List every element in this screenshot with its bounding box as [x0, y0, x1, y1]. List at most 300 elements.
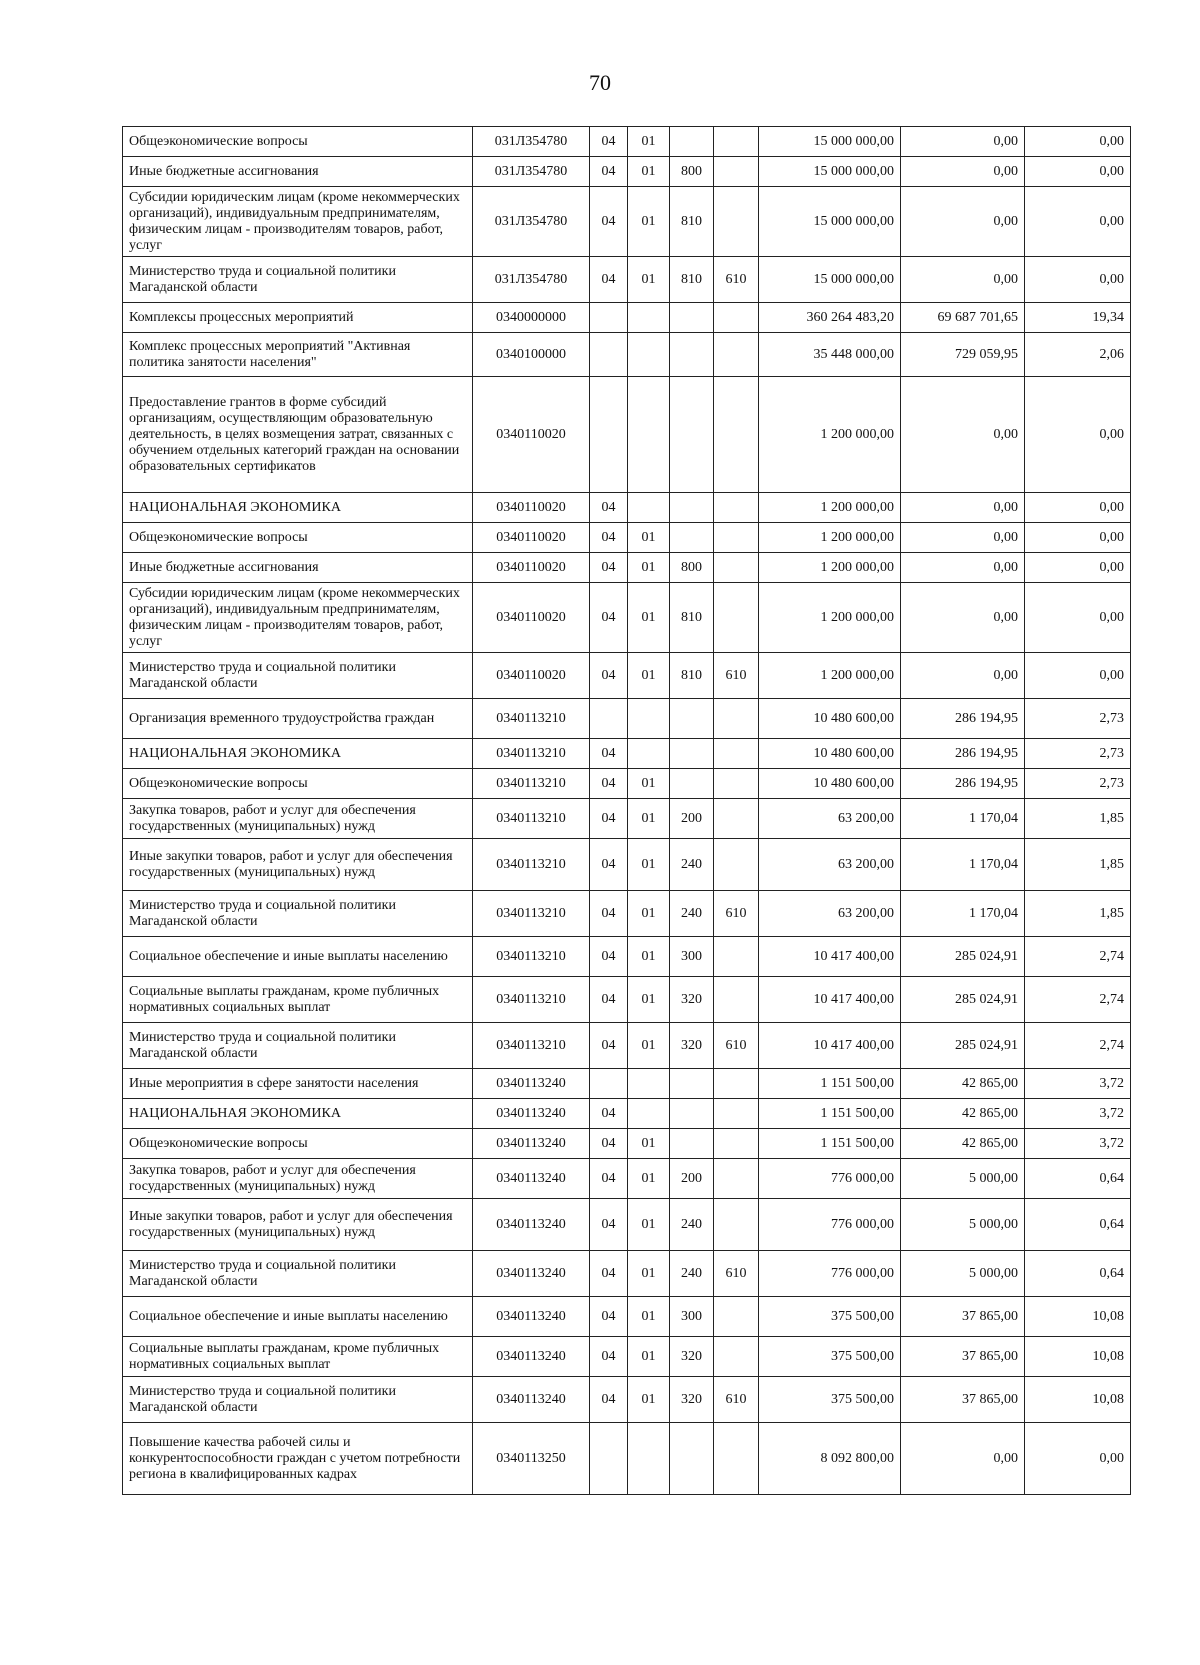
row-section: 04 — [590, 1023, 628, 1069]
row-expense-type: 200 — [670, 1159, 714, 1199]
row-executed-amount: 0,00 — [901, 377, 1025, 493]
row-execution-percent: 10,08 — [1025, 1297, 1131, 1337]
row-name: Общеэкономические вопросы — [123, 1129, 473, 1159]
row-section: 04 — [590, 127, 628, 157]
row-expense-type — [670, 1423, 714, 1495]
row-code: 0340113240 — [473, 1199, 590, 1251]
table-row — [123, 377, 1131, 493]
table-row — [123, 1069, 1131, 1099]
table-row — [123, 1337, 1131, 1377]
row-approved-amount: 1 200 000,00 — [759, 493, 901, 523]
row-approved-amount: 375 500,00 — [759, 1297, 901, 1337]
row-code: 0340113240 — [473, 1297, 590, 1337]
table-row — [123, 799, 1131, 839]
row-code: 0340113240 — [473, 1129, 590, 1159]
row-approved-amount: 1 151 500,00 — [759, 1069, 901, 1099]
row-execution-percent: 0,00 — [1025, 523, 1131, 553]
table-row — [123, 187, 1131, 257]
row-name: Организация временного трудоустройства граждан — [123, 699, 473, 739]
table-row — [123, 699, 1131, 739]
row-subsection — [628, 377, 670, 493]
row-approved-amount: 776 000,00 — [759, 1251, 901, 1297]
row-expense-type: 240 — [670, 891, 714, 937]
table-row — [123, 977, 1131, 1023]
row-approved-amount: 63 200,00 — [759, 839, 901, 891]
row-subsection: 01 — [628, 1023, 670, 1069]
row-subsection — [628, 1423, 670, 1495]
row-execution-percent: 0,00 — [1025, 257, 1131, 303]
row-name: Общеэкономические вопросы — [123, 127, 473, 157]
row-expense-type — [670, 127, 714, 157]
row-admin-code — [714, 1199, 759, 1251]
row-admin-code: 610 — [714, 1251, 759, 1297]
row-admin-code — [714, 1423, 759, 1495]
row-expense-type: 240 — [670, 839, 714, 891]
row-subsection: 01 — [628, 187, 670, 257]
row-expense-type: 300 — [670, 1297, 714, 1337]
row-expense-type: 240 — [670, 1251, 714, 1297]
row-section: 04 — [590, 157, 628, 187]
row-admin-code — [714, 977, 759, 1023]
row-subsection — [628, 1069, 670, 1099]
row-code: 031Л354780 — [473, 257, 590, 303]
row-executed-amount: 0,00 — [901, 157, 1025, 187]
row-admin-code — [714, 839, 759, 891]
row-admin-code — [714, 187, 759, 257]
row-admin-code: 610 — [714, 1023, 759, 1069]
row-name: Министерство труда и социальной политики Магаданской области — [123, 891, 473, 937]
row-executed-amount: 5 000,00 — [901, 1159, 1025, 1199]
row-admin-code — [714, 523, 759, 553]
row-name: Министерство труда и социальной политики Магаданской области — [123, 1023, 473, 1069]
row-name: Иные бюджетные ассигнования — [123, 157, 473, 187]
row-approved-amount: 15 000 000,00 — [759, 257, 901, 303]
row-admin-code — [714, 799, 759, 839]
row-executed-amount: 37 865,00 — [901, 1337, 1025, 1377]
row-section: 04 — [590, 653, 628, 699]
row-section — [590, 1423, 628, 1495]
row-expense-type: 800 — [670, 157, 714, 187]
row-code: 0340110020 — [473, 377, 590, 493]
row-code: 0340000000 — [473, 303, 590, 333]
row-code: 0340113210 — [473, 839, 590, 891]
table-row — [123, 333, 1131, 377]
row-code: 031Л354780 — [473, 127, 590, 157]
row-expense-type — [670, 333, 714, 377]
row-admin-code — [714, 699, 759, 739]
row-admin-code — [714, 1069, 759, 1099]
row-subsection — [628, 1099, 670, 1129]
row-subsection: 01 — [628, 157, 670, 187]
row-execution-percent: 0,64 — [1025, 1251, 1131, 1297]
row-expense-type: 810 — [670, 257, 714, 303]
row-name: НАЦИОНАЛЬНАЯ ЭКОНОМИКА — [123, 493, 473, 523]
row-section: 04 — [590, 1377, 628, 1423]
row-executed-amount: 286 194,95 — [901, 769, 1025, 799]
row-name: Предоставление грантов в форме субсидий организациям, осуществляющим образовательную деятельность, в целях возмещения затрат, связанных с обучением отдельных категорий граждан на основании образовательных сертификатов — [123, 377, 473, 493]
row-executed-amount: 1 170,04 — [901, 891, 1025, 937]
row-approved-amount: 35 448 000,00 — [759, 333, 901, 377]
table-row — [123, 523, 1131, 553]
row-name: Министерство труда и социальной политики Магаданской области — [123, 1377, 473, 1423]
row-code: 0340113210 — [473, 799, 590, 839]
row-executed-amount: 1 170,04 — [901, 799, 1025, 839]
page-number: 70 — [589, 70, 611, 95]
row-expense-type: 320 — [670, 1337, 714, 1377]
table-row — [123, 739, 1131, 769]
table-row — [123, 1159, 1131, 1199]
row-section: 04 — [590, 891, 628, 937]
row-approved-amount: 375 500,00 — [759, 1337, 901, 1377]
row-execution-percent: 0,64 — [1025, 1159, 1131, 1199]
row-name: Министерство труда и социальной политики Магаданской области — [123, 653, 473, 699]
row-execution-percent: 1,85 — [1025, 799, 1131, 839]
table-row — [123, 303, 1131, 333]
row-executed-amount: 42 865,00 — [901, 1069, 1025, 1099]
table-row — [123, 553, 1131, 583]
row-executed-amount: 0,00 — [901, 583, 1025, 653]
row-admin-code — [714, 583, 759, 653]
row-name: Министерство труда и социальной политики Магаданской области — [123, 257, 473, 303]
row-execution-percent: 3,72 — [1025, 1129, 1131, 1159]
row-approved-amount: 1 151 500,00 — [759, 1099, 901, 1129]
row-code: 0340110020 — [473, 493, 590, 523]
row-code: 0340113240 — [473, 1377, 590, 1423]
row-approved-amount: 10 480 600,00 — [759, 769, 901, 799]
table-row — [123, 1251, 1131, 1297]
row-executed-amount: 0,00 — [901, 493, 1025, 523]
row-code: 0340113240 — [473, 1159, 590, 1199]
row-approved-amount: 15 000 000,00 — [759, 157, 901, 187]
row-code: 0340113210 — [473, 1023, 590, 1069]
row-admin-code — [714, 333, 759, 377]
row-execution-percent: 2,73 — [1025, 769, 1131, 799]
row-admin-code — [714, 1337, 759, 1377]
row-expense-type: 320 — [670, 1377, 714, 1423]
row-approved-amount: 10 480 600,00 — [759, 739, 901, 769]
table-row — [123, 839, 1131, 891]
row-expense-type — [670, 769, 714, 799]
row-execution-percent: 2,06 — [1025, 333, 1131, 377]
row-approved-amount: 10 417 400,00 — [759, 937, 901, 977]
row-name: Субсидии юридическим лицам (кроме некоммерческих организаций), индивидуальным предпринимателям, физическим лицам - производителям товаров, работ, услуг — [123, 583, 473, 653]
row-execution-percent: 0,00 — [1025, 127, 1131, 157]
row-code: 031Л354780 — [473, 187, 590, 257]
row-execution-percent: 3,72 — [1025, 1099, 1131, 1129]
row-name: Иные мероприятия в сфере занятости населения — [123, 1069, 473, 1099]
row-code: 0340110020 — [473, 523, 590, 553]
row-section: 04 — [590, 799, 628, 839]
row-name: НАЦИОНАЛЬНАЯ ЭКОНОМИКА — [123, 739, 473, 769]
row-approved-amount: 63 200,00 — [759, 891, 901, 937]
table-row — [123, 1023, 1131, 1069]
row-code: 0340110020 — [473, 583, 590, 653]
row-name: Иные бюджетные ассигнования — [123, 553, 473, 583]
row-execution-percent: 10,08 — [1025, 1377, 1131, 1423]
table-row — [123, 1129, 1131, 1159]
row-subsection — [628, 493, 670, 523]
row-subsection: 01 — [628, 1377, 670, 1423]
row-executed-amount: 1 170,04 — [901, 839, 1025, 891]
row-section — [590, 1069, 628, 1099]
table-row — [123, 157, 1131, 187]
row-execution-percent: 0,00 — [1025, 493, 1131, 523]
row-section: 04 — [590, 583, 628, 653]
row-subsection: 01 — [628, 799, 670, 839]
row-executed-amount: 37 865,00 — [901, 1377, 1025, 1423]
row-subsection: 01 — [628, 891, 670, 937]
row-section: 04 — [590, 937, 628, 977]
row-execution-percent: 0,00 — [1025, 553, 1131, 583]
row-admin-code: 610 — [714, 257, 759, 303]
table-row — [123, 891, 1131, 937]
row-name: Закупка товаров, работ и услуг для обеспечения государственных (муниципальных) нужд — [123, 799, 473, 839]
row-executed-amount: 69 687 701,65 — [901, 303, 1025, 333]
row-executed-amount: 0,00 — [901, 1423, 1025, 1495]
budget-table-body — [123, 127, 1131, 1495]
row-subsection: 01 — [628, 1199, 670, 1251]
row-code: 0340113210 — [473, 699, 590, 739]
row-name: Социальные выплаты гражданам, кроме публичных нормативных социальных выплат — [123, 977, 473, 1023]
row-execution-percent: 2,74 — [1025, 977, 1131, 1023]
row-approved-amount: 360 264 483,20 — [759, 303, 901, 333]
row-executed-amount: 0,00 — [901, 187, 1025, 257]
row-expense-type: 320 — [670, 977, 714, 1023]
table-row — [123, 1423, 1131, 1495]
row-subsection: 01 — [628, 1159, 670, 1199]
row-section: 04 — [590, 523, 628, 553]
row-code: 0340113250 — [473, 1423, 590, 1495]
row-admin-code — [714, 739, 759, 769]
row-subsection: 01 — [628, 653, 670, 699]
row-code: 0340113210 — [473, 769, 590, 799]
row-subsection — [628, 333, 670, 377]
row-execution-percent: 0,00 — [1025, 653, 1131, 699]
row-subsection: 01 — [628, 1251, 670, 1297]
row-approved-amount: 1 151 500,00 — [759, 1129, 901, 1159]
row-expense-type: 200 — [670, 799, 714, 839]
row-executed-amount: 285 024,91 — [901, 977, 1025, 1023]
row-name: Субсидии юридическим лицам (кроме некоммерческих организаций), индивидуальным предпринимателям, физическим лицам - производителям товаров, работ, услуг — [123, 187, 473, 257]
row-approved-amount: 1 200 000,00 — [759, 523, 901, 553]
row-executed-amount: 285 024,91 — [901, 1023, 1025, 1069]
row-executed-amount: 37 865,00 — [901, 1297, 1025, 1337]
row-admin-code: 610 — [714, 653, 759, 699]
row-approved-amount: 776 000,00 — [759, 1199, 901, 1251]
row-execution-percent: 1,85 — [1025, 839, 1131, 891]
row-subsection: 01 — [628, 257, 670, 303]
row-code: 0340113240 — [473, 1251, 590, 1297]
row-executed-amount: 42 865,00 — [901, 1099, 1025, 1129]
row-executed-amount: 0,00 — [901, 257, 1025, 303]
table-row — [123, 127, 1131, 157]
row-approved-amount: 1 200 000,00 — [759, 377, 901, 493]
row-expense-type — [670, 699, 714, 739]
row-executed-amount: 286 194,95 — [901, 699, 1025, 739]
row-execution-percent: 0,00 — [1025, 187, 1131, 257]
row-subsection: 01 — [628, 523, 670, 553]
row-execution-percent: 2,74 — [1025, 937, 1131, 977]
row-section: 04 — [590, 493, 628, 523]
row-approved-amount: 15 000 000,00 — [759, 187, 901, 257]
row-code: 0340113240 — [473, 1069, 590, 1099]
row-executed-amount: 286 194,95 — [901, 739, 1025, 769]
row-expense-type: 810 — [670, 583, 714, 653]
row-name: Комплекс процессных мероприятий "Активная политика занятости населения" — [123, 333, 473, 377]
row-approved-amount: 10 417 400,00 — [759, 977, 901, 1023]
row-section: 04 — [590, 839, 628, 891]
row-executed-amount: 5 000,00 — [901, 1199, 1025, 1251]
row-execution-percent: 0,00 — [1025, 377, 1131, 493]
row-executed-amount: 0,00 — [901, 127, 1025, 157]
row-expense-type — [670, 1069, 714, 1099]
row-executed-amount: 0,00 — [901, 653, 1025, 699]
row-approved-amount: 10 417 400,00 — [759, 1023, 901, 1069]
row-section: 04 — [590, 257, 628, 303]
row-approved-amount: 375 500,00 — [759, 1377, 901, 1423]
row-approved-amount: 8 092 800,00 — [759, 1423, 901, 1495]
row-execution-percent: 0,64 — [1025, 1199, 1131, 1251]
row-code: 0340100000 — [473, 333, 590, 377]
row-admin-code — [714, 127, 759, 157]
row-subsection: 01 — [628, 1297, 670, 1337]
row-expense-type: 300 — [670, 937, 714, 977]
row-expense-type — [670, 303, 714, 333]
row-approved-amount: 776 000,00 — [759, 1159, 901, 1199]
row-name: НАЦИОНАЛЬНАЯ ЭКОНОМИКА — [123, 1099, 473, 1129]
row-approved-amount: 1 200 000,00 — [759, 583, 901, 653]
row-execution-percent: 0,00 — [1025, 157, 1131, 187]
row-section: 04 — [590, 1099, 628, 1129]
row-admin-code — [714, 1129, 759, 1159]
row-section: 04 — [590, 187, 628, 257]
row-subsection — [628, 303, 670, 333]
row-section: 04 — [590, 1337, 628, 1377]
row-admin-code: 610 — [714, 1377, 759, 1423]
row-admin-code — [714, 553, 759, 583]
row-expense-type — [670, 1099, 714, 1129]
table-row — [123, 769, 1131, 799]
row-code: 0340113210 — [473, 891, 590, 937]
row-execution-percent: 3,72 — [1025, 1069, 1131, 1099]
row-expense-type — [670, 493, 714, 523]
row-expense-type: 810 — [670, 187, 714, 257]
row-executed-amount: 285 024,91 — [901, 937, 1025, 977]
row-subsection — [628, 739, 670, 769]
row-name: Закупка товаров, работ и услуг для обеспечения государственных (муниципальных) нужд — [123, 1159, 473, 1199]
row-name: Социальное обеспечение и иные выплаты населению — [123, 1297, 473, 1337]
row-subsection: 01 — [628, 583, 670, 653]
row-execution-percent: 1,85 — [1025, 891, 1131, 937]
row-name: Социальные выплаты гражданам, кроме публичных нормативных социальных выплат — [123, 1337, 473, 1377]
row-admin-code — [714, 937, 759, 977]
row-code: 0340110020 — [473, 553, 590, 583]
row-name: Комплексы процессных мероприятий — [123, 303, 473, 333]
table-row — [123, 583, 1131, 653]
row-subsection: 01 — [628, 1337, 670, 1377]
row-code: 0340113210 — [473, 937, 590, 977]
row-execution-percent: 2,74 — [1025, 1023, 1131, 1069]
row-admin-code — [714, 377, 759, 493]
row-code: 0340113210 — [473, 739, 590, 769]
row-name: Общеэкономические вопросы — [123, 523, 473, 553]
row-name: Общеэкономические вопросы — [123, 769, 473, 799]
row-code: 0340113240 — [473, 1337, 590, 1377]
row-section: 04 — [590, 1159, 628, 1199]
row-code: 0340110020 — [473, 653, 590, 699]
row-code: 0340113240 — [473, 1099, 590, 1129]
table-row — [123, 1099, 1131, 1129]
row-section: 04 — [590, 977, 628, 1023]
row-expense-type: 240 — [670, 1199, 714, 1251]
row-subsection: 01 — [628, 553, 670, 583]
row-section: 04 — [590, 553, 628, 583]
row-approved-amount: 1 200 000,00 — [759, 653, 901, 699]
row-execution-percent: 2,73 — [1025, 739, 1131, 769]
row-subsection: 01 — [628, 977, 670, 1023]
row-section — [590, 333, 628, 377]
row-executed-amount: 0,00 — [901, 523, 1025, 553]
row-execution-percent: 0,00 — [1025, 583, 1131, 653]
row-section: 04 — [590, 1129, 628, 1159]
budget-table — [122, 126, 1131, 1495]
row-approved-amount: 1 200 000,00 — [759, 553, 901, 583]
row-approved-amount: 15 000 000,00 — [759, 127, 901, 157]
row-admin-code — [714, 769, 759, 799]
row-executed-amount: 729 059,95 — [901, 333, 1025, 377]
row-subsection: 01 — [628, 127, 670, 157]
row-executed-amount: 5 000,00 — [901, 1251, 1025, 1297]
row-executed-amount: 0,00 — [901, 553, 1025, 583]
row-admin-code — [714, 1099, 759, 1129]
table-row — [123, 937, 1131, 977]
row-name: Социальное обеспечение и иные выплаты населению — [123, 937, 473, 977]
row-expense-type — [670, 523, 714, 553]
row-name: Иные закупки товаров, работ и услуг для обеспечения государственных (муниципальных) нужд — [123, 1199, 473, 1251]
row-execution-percent: 2,73 — [1025, 699, 1131, 739]
row-section: 04 — [590, 1251, 628, 1297]
row-expense-type: 800 — [670, 553, 714, 583]
row-subsection: 01 — [628, 769, 670, 799]
table-row — [123, 493, 1131, 523]
row-section: 04 — [590, 1199, 628, 1251]
row-code: 0340113210 — [473, 977, 590, 1023]
row-section — [590, 303, 628, 333]
table-row — [123, 257, 1131, 303]
row-admin-code — [714, 493, 759, 523]
row-execution-percent: 10,08 — [1025, 1337, 1131, 1377]
table-row — [123, 653, 1131, 699]
row-expense-type: 320 — [670, 1023, 714, 1069]
row-name: Иные закупки товаров, работ и услуг для обеспечения государственных (муниципальных) нужд — [123, 839, 473, 891]
row-execution-percent: 19,34 — [1025, 303, 1131, 333]
row-approved-amount: 10 480 600,00 — [759, 699, 901, 739]
row-expense-type: 810 — [670, 653, 714, 699]
row-expense-type — [670, 1129, 714, 1159]
row-admin-code: 610 — [714, 891, 759, 937]
row-subsection: 01 — [628, 937, 670, 977]
row-name: Министерство труда и социальной политики Магаданской области — [123, 1251, 473, 1297]
row-admin-code — [714, 303, 759, 333]
table-row — [123, 1297, 1131, 1337]
row-section — [590, 699, 628, 739]
row-section — [590, 377, 628, 493]
row-admin-code — [714, 1159, 759, 1199]
row-admin-code — [714, 1297, 759, 1337]
table-row — [123, 1199, 1131, 1251]
row-expense-type — [670, 739, 714, 769]
row-section: 04 — [590, 739, 628, 769]
